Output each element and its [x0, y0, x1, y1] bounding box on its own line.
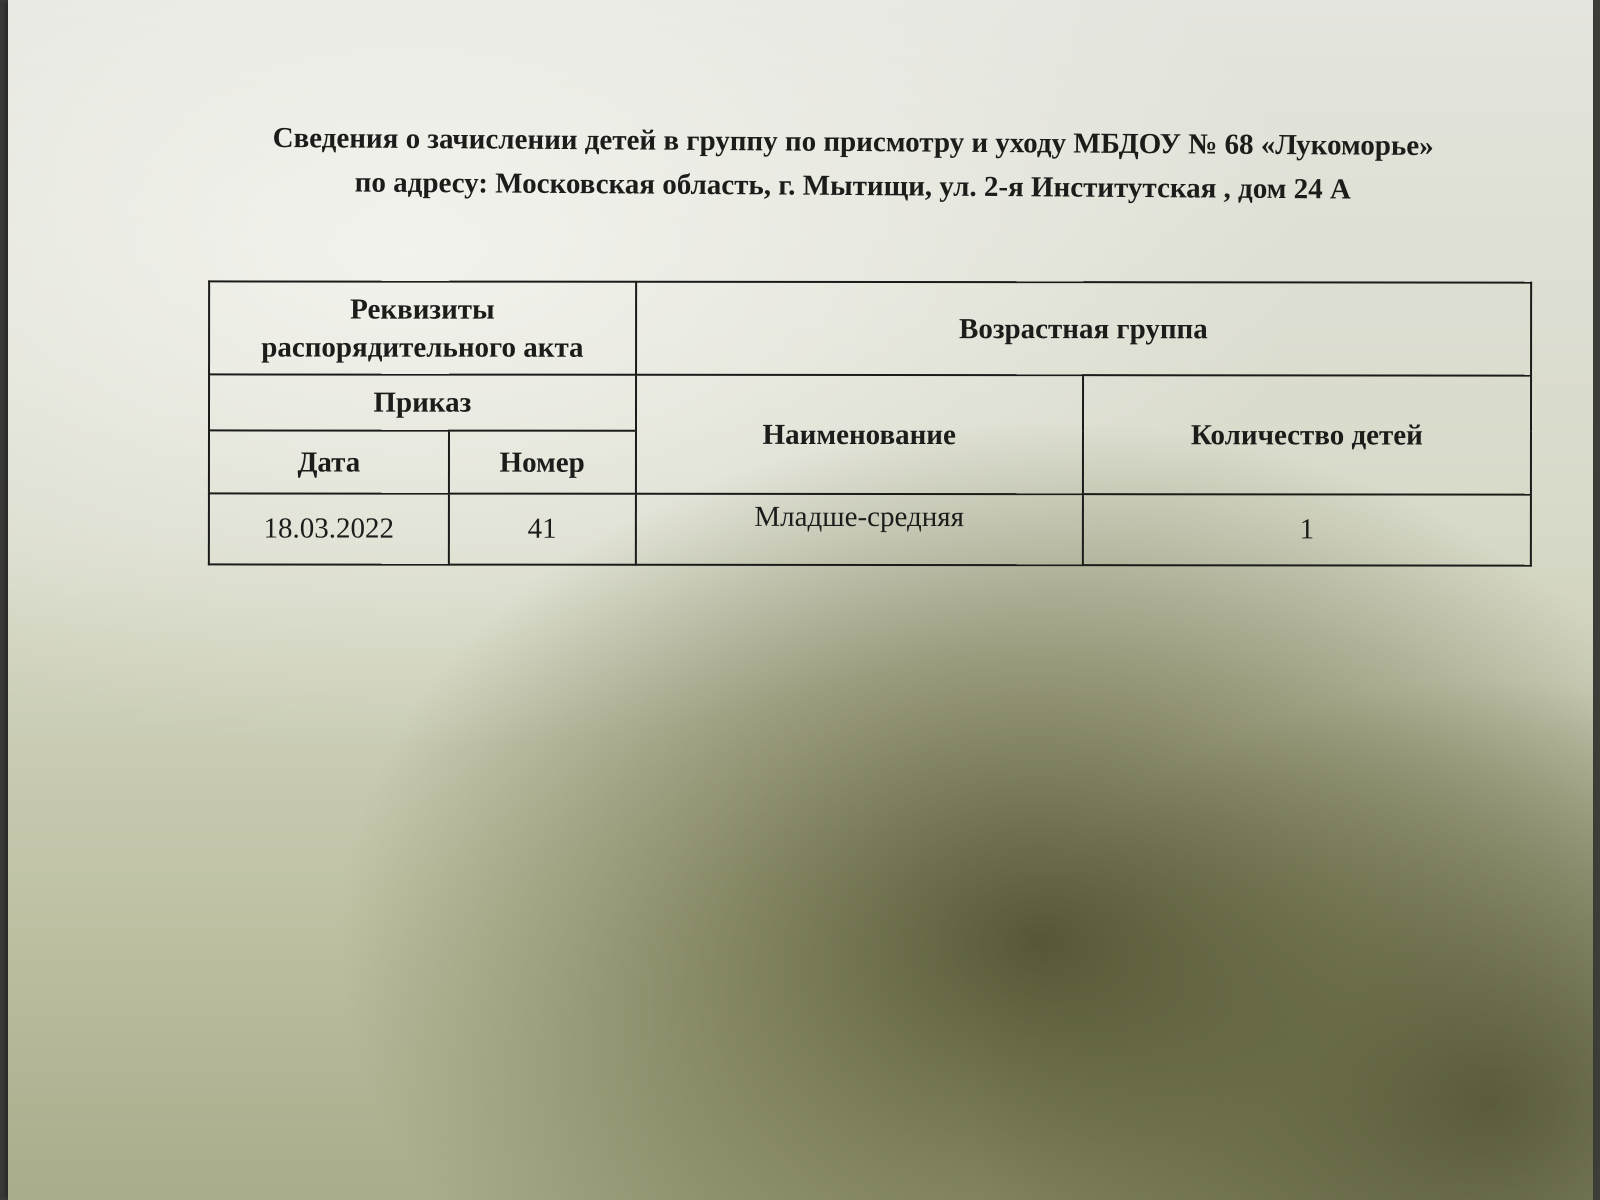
- header-age-group: Возрастная группа: [636, 282, 1531, 376]
- header-count: Количество детей: [1083, 375, 1531, 494]
- header-order: Приказ: [209, 374, 636, 430]
- cell-number: 41: [449, 494, 636, 565]
- paper-sheet: [8, 0, 1593, 1200]
- document-title: [168, 115, 1539, 213]
- header-date: Дата: [209, 430, 449, 493]
- title-line-2: по адресу: Московская область, г. Мытищи, ул. 2-я Институтская , дом 24 А: [354, 166, 1352, 206]
- cell-children-count: 1: [1083, 494, 1531, 565]
- table-row: [209, 493, 1531, 565]
- header-act-details: Реквизиты распорядительного акта: [209, 281, 636, 374]
- enrollment-table: [208, 280, 1532, 566]
- header-number: Номер: [449, 431, 636, 494]
- cell-date: 18.03.2022: [209, 493, 449, 564]
- cell-group-name: Младше-средняя: [636, 494, 1083, 565]
- header-name: Наименование: [636, 375, 1083, 494]
- title-line-1: Сведения о зачислении детей в группу по присмотру и уходу МБДОУ № 68 «Лукоморье»: [272, 121, 1434, 163]
